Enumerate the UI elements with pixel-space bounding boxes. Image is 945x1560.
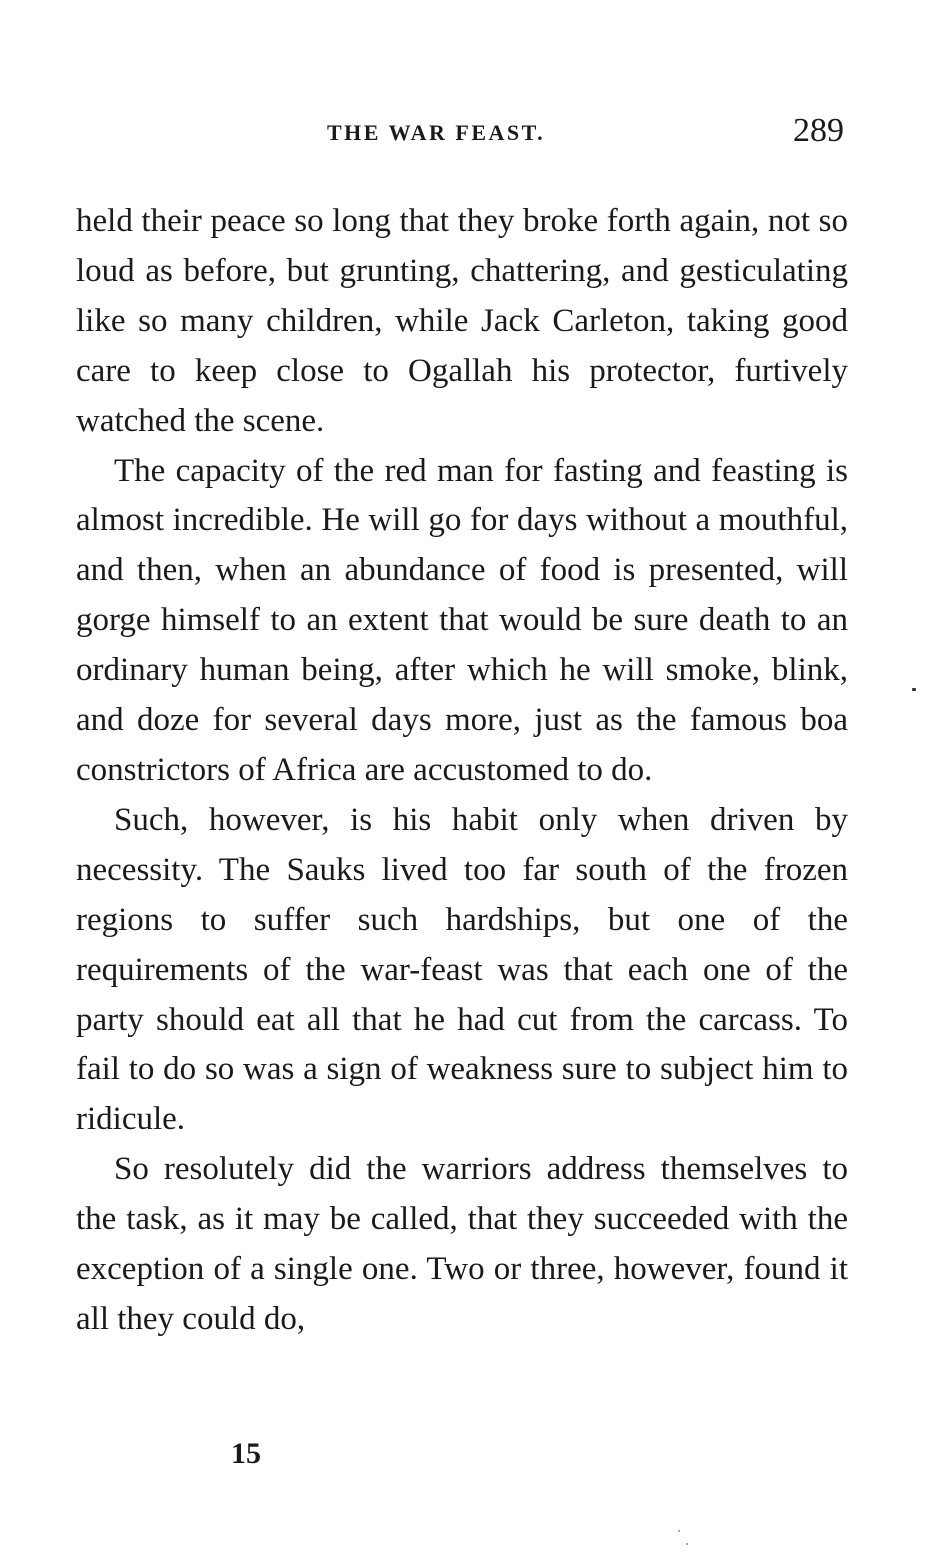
page-number: 289 bbox=[793, 112, 844, 149]
running-head bbox=[0, 112, 945, 152]
paragraph-3: Such, however, is his habit only when driven by necessity. The Sauks lived too far south of the frozen regions to suffer such hardships, but one of the requirements of the war-feast was that each one of the party should eat all that he had cut from the carcass. To fail to do so was a sign of weakness sure to subject him to ridicule. bbox=[76, 801, 848, 1138]
running-title: THE WAR FEAST. bbox=[327, 120, 546, 145]
signature-mark: 15 bbox=[231, 1437, 261, 1470]
print-speck bbox=[912, 688, 916, 691]
print-speck bbox=[686, 1543, 688, 1545]
body-text bbox=[76, 197, 848, 1345]
paragraph-2: The capacity of the red man for fasting and feasting is almost incredible. He will go for days without a mouthful, and then, when an abundance of food is presented, will gorge himself to an extent that would be sure death to an ordinary human being, after which he will smoke, blink, and doze for several days more, just as the famous boa constrictors of Africa are accustomed to do. bbox=[76, 452, 848, 788]
paragraph-1: held their peace so long that they broke forth again, not so loud as before, but grunting, chattering, and gesticulating like so many children, while Jack Carleton, taking good care to keep close to Ogallah his protector, furtively watched the scene. bbox=[76, 203, 848, 439]
print-speck bbox=[678, 1530, 680, 1532]
paragraph-4: So resolutely did the warriors address themselves to the task, as it may be called, that they succeeded with the exception of a single one. Two or three, however, found it all they could do, bbox=[76, 1151, 848, 1337]
